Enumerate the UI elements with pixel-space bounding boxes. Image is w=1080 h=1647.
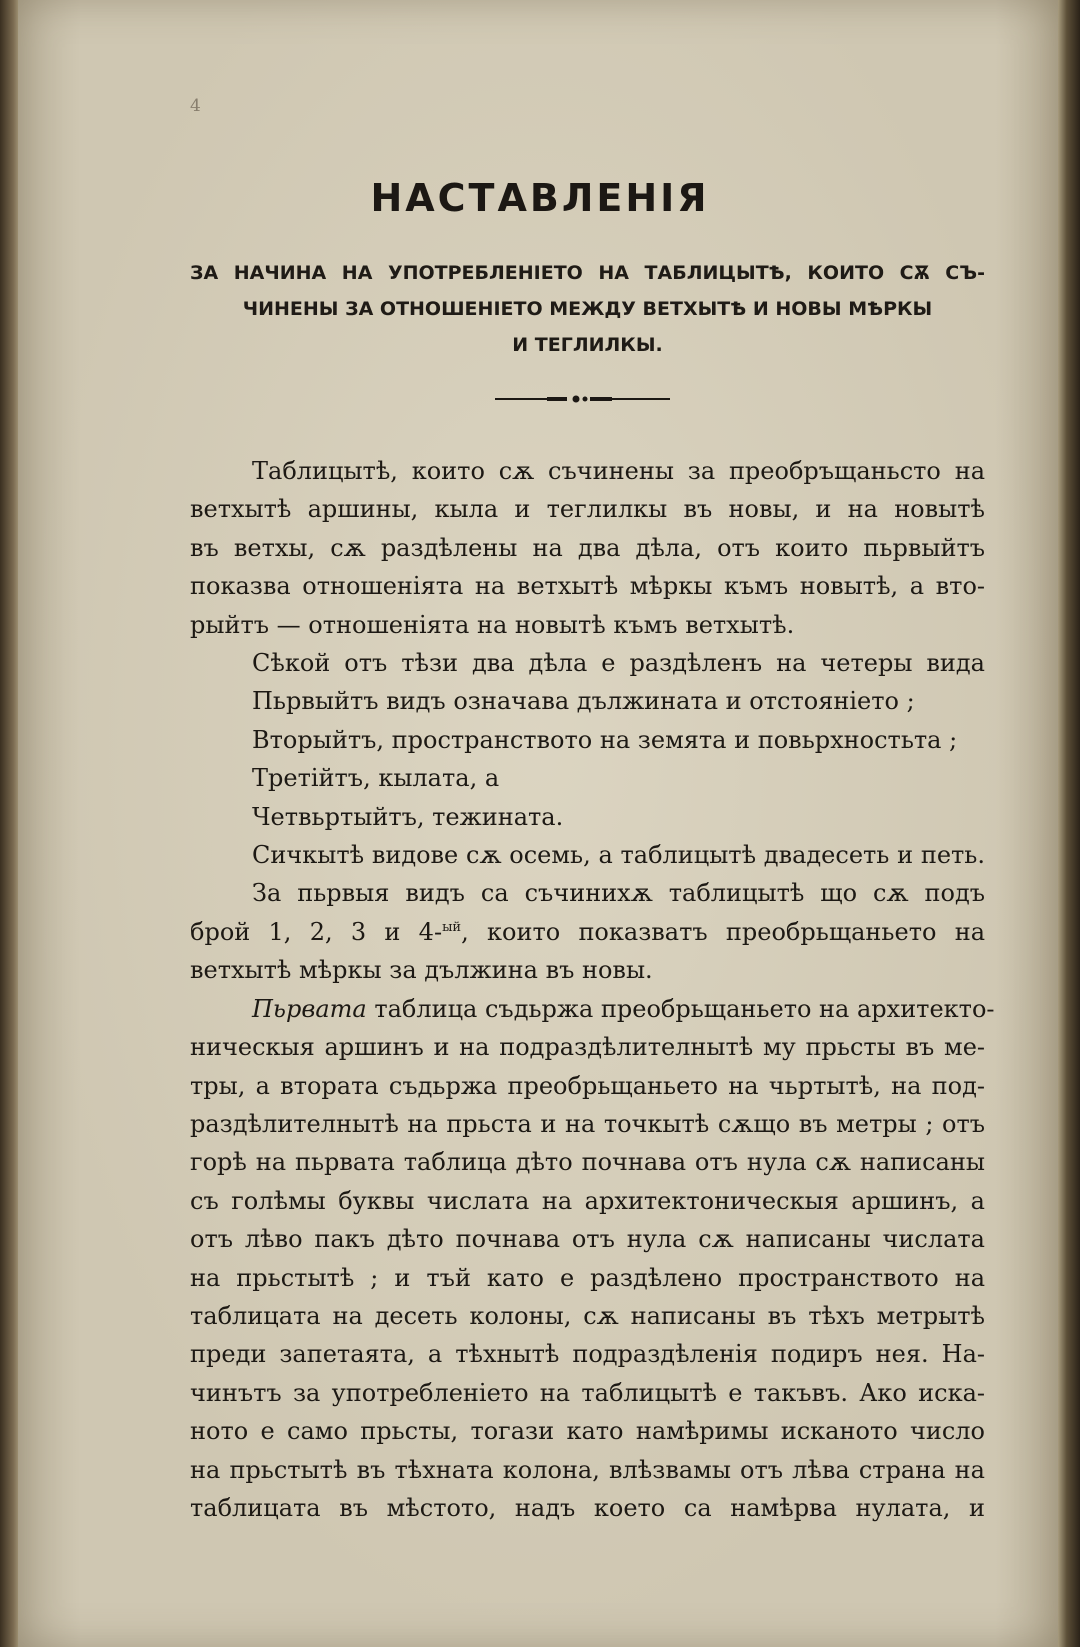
text-line <box>190 990 995 1028</box>
text-line: раздѣлителнытѣ на прьста и на точкытѣ сѫщо въ метры ; отъ <box>190 1109 985 1138</box>
ornament-divider <box>495 394 670 404</box>
subtitle-line: ЧИНЕНЫ ЗА ОТНОШЕНІЕТО МЕЖДУ ВЕТХЫТѢ И НОВЫ МѢРКЫ <box>242 298 933 320</box>
text-line: на прьстытѣ въ тѣхната колона, влѣзвамы отъ лѣва страна на <box>190 1455 985 1484</box>
text-line: съ голѣмы буквы числата на архитектоническыя аршинъ, а <box>190 1186 985 1215</box>
text-line: ветхытѣ мѣркы за дължина въ новы. <box>190 956 653 985</box>
text-segment: брой 1, 2, 3 и 4- <box>190 917 443 946</box>
text-line: таблицата въ мѣстото, надъ което са намѣрва нулата, и <box>190 1493 985 1522</box>
italic-word: Пьрвата <box>252 994 367 1023</box>
text-line: Сичкытѣ видове сѫ осемь, а таблицытѣ двадесеть и петь. <box>252 841 985 870</box>
text-line: Вторыйтъ, пространството на земята и повьрхностьта ; <box>252 725 958 754</box>
text-line: ното е само прьсты, тогази като намѣримы исканото число <box>190 1417 985 1446</box>
text-line: Пьрвыйтъ видъ означава дължината и отстояніето ; <box>252 687 915 716</box>
body-text <box>190 452 995 1527</box>
text-segment: , които показватъ преобрьщаньето на <box>461 917 986 946</box>
text-line: чинътъ за употребленіето на таблицытѣ е такъвъ. Ако иска- <box>190 1378 985 1407</box>
ordinal-suffix: ый <box>442 919 462 935</box>
text-line: отъ лѣво пакъ дѣто почнава отъ нула сѫ написаны числата <box>190 1225 985 1254</box>
text-line: показва отношеніята на ветхытѣ мѣркы къмъ новытѣ, а вто- <box>190 572 985 601</box>
page-number: 4 <box>190 96 202 116</box>
text-line: таблицата на десеть колоны, сѫ написаны въ тѣхъ метрытѣ <box>190 1301 985 1330</box>
text-line: ветхытѣ аршины, кыла и теглилкы въ новы, и на новытѣ <box>190 495 985 524</box>
text-line: Сѣкой отъ тѣзи два дѣла е раздѣленъ на четеры вида <box>252 649 985 678</box>
text-line: на прьстытѣ ; и тъй като е раздѣлено пространството на <box>190 1263 985 1292</box>
text-line: Таблицытѣ, които сѫ съчинены за преобръщаньсто на <box>252 457 985 485</box>
subtitle-line: И ТЕГЛИЛКЫ. <box>512 334 663 356</box>
subtitle <box>190 255 985 363</box>
page-title: НАСТАВЛЕНІЯ <box>370 176 710 220</box>
text-line <box>190 913 985 951</box>
text-segment: таблица съдьржа преобрьщаньето на архитекто- <box>366 994 995 1023</box>
text-line: преди запетаята, а тѣхнытѣ подраздѣленія подиръ нея. На- <box>190 1340 985 1369</box>
text-line: въ ветхы, сѫ раздѣлены на два дѣла, отъ които пьрвыйтъ <box>190 533 985 562</box>
text-line: рыйтъ — отношеніята на новытѣ къмъ ветхытѣ. <box>190 610 795 639</box>
subtitle-line: ЗА НАЧИНА НА УПОТРЕБЛЕНІЕТО НА ТАБЛИЦЫТѢ, КОИТО СѪ СЪ- <box>190 262 985 284</box>
text-line: Третійтъ, кылата, а <box>252 764 500 793</box>
text-line: тры, а втората съдьржа преобрьщаньето на чьртытѣ, на под- <box>190 1071 985 1100</box>
text-line: ническыя аршинъ и на подраздѣлителнытѣ му прьсты въ ме- <box>190 1033 985 1062</box>
text-line: За пьрвыя видъ са съчинихѫ таблицытѣ що сѫ подъ <box>252 879 985 908</box>
text-line: Четвьртыйтъ, тежината. <box>252 802 564 831</box>
text-line: горѣ на пьрвата таблица дѣто почнава отъ нула сѫ написаны <box>190 1148 985 1177</box>
page-edge-right <box>1058 0 1080 1647</box>
